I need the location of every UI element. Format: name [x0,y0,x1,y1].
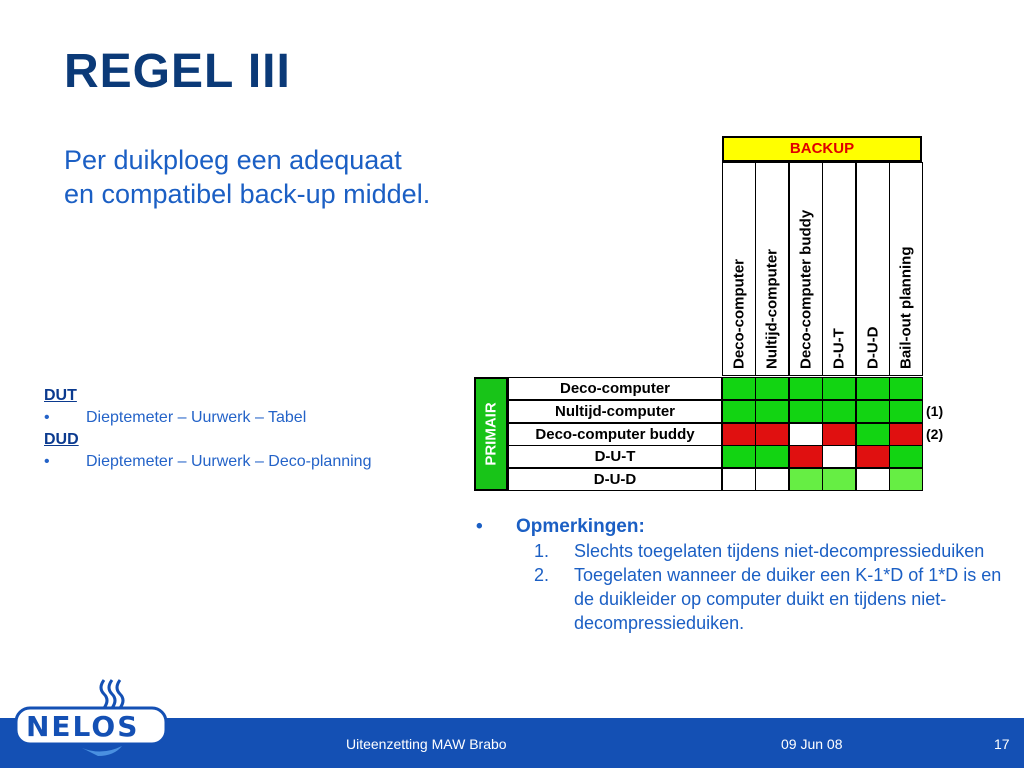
matrix-cell-green [822,400,856,423]
matrix-cell-red [755,423,789,446]
row-header: D-U-D [508,468,722,491]
matrix-cell-green [789,377,823,400]
matrix-cell-red [822,423,856,446]
row-footnote: (1) [926,402,944,419]
dud-label: DUD [44,431,79,448]
footer-date: 09 Jun 08 [781,736,843,752]
remarks-heading-text: Opmerkingen: [516,516,645,537]
matrix-cell-red [889,423,923,446]
matrix-cell-white [722,468,756,491]
matrix-cell-green [755,445,789,468]
matrix-cell-green [722,400,756,423]
matrix-cell-red [856,445,890,468]
matrix-cell-green [722,445,756,468]
remark-text: Slechts toegelaten tijdens niet-decompressieduiken [574,541,985,561]
column-header [789,162,823,376]
row-header: D-U-T [508,445,722,468]
slide-subtitle [64,143,534,211]
matrix-cell-lightgreen [789,468,823,491]
column-header-label: Bail-out planning [897,246,915,369]
dut-label: DUT [44,387,77,404]
matrix-cell-green [755,400,789,423]
dud-text: Dieptemeter – Uurwerk – Deco-planning [86,453,372,470]
column-header-label: Nultijd-computer [763,249,781,369]
remark-item [476,539,1016,563]
remark-text: Toegelaten wanneer de duiker een K-1*D of 1*D is en de duikleider op computer duikt en tijdens niet-decompressieduiken. [574,565,1002,633]
bullet-icon: • [44,409,50,426]
remark-number: 2. [534,565,550,585]
column-header-label: Deco-computer buddy [797,209,815,369]
column-header [822,162,856,376]
matrix-cell-white [822,445,856,468]
backup-header: BACKUP [722,136,922,162]
remarks-block [476,515,1016,635]
matrix-cell-green [789,400,823,423]
bullet-icon: • [476,516,483,537]
matrix-cell-lightgreen [822,468,856,491]
row-header: Deco-computer [508,377,722,400]
slide-title: REGEL III [64,45,291,98]
matrix-cell-red [722,423,756,446]
dud-definition [44,451,384,473]
matrix-cell-lightgreen [889,468,923,491]
row-footnote: (2) [926,425,944,442]
primair-label: PRIMAIR [482,402,500,466]
remarks-heading [476,515,1016,539]
dut-text: Dieptemeter – Uurwerk – Tabel [86,409,307,426]
matrix-cell-green [889,377,923,400]
matrix-cell-white [856,468,890,491]
subtitle-line-1: Per duikploeg een adequaat [64,145,402,175]
column-header-label: D-U-D [864,326,882,369]
footer-page-number: 17 [994,736,1010,752]
matrix-cell-green [755,377,789,400]
dut-definition [44,407,384,429]
nelos-logo-icon [12,678,172,758]
column-header-label: Deco-computer [730,258,748,369]
matrix-cell-white [789,423,823,446]
row-header: Nultijd-computer [508,400,722,423]
footer-presentation-title: Uiteenzetting MAW Brabo [346,736,507,752]
column-header [755,162,789,376]
matrix-cell-green [822,377,856,400]
row-header: Deco-computer buddy [508,423,722,446]
matrix-cell-green [856,423,890,446]
column-header [722,162,756,376]
column-header-label: D-U-T [830,328,848,369]
primair-header [474,377,508,491]
matrix-cell-green [856,377,890,400]
column-header [889,162,923,376]
matrix-cell-white [755,468,789,491]
svg-text:NELOS: NELOS [26,710,140,743]
matrix-cell-green [856,400,890,423]
matrix-cell-green [889,400,923,423]
subtitle-line-2: en compatibel back-up middel. [64,179,431,209]
column-header [856,162,890,376]
definitions-block [44,385,384,473]
matrix-cell-green [722,377,756,400]
matrix-cell-red [789,445,823,468]
matrix-cell-green [889,445,923,468]
remark-item [476,563,1016,635]
remark-number: 1. [534,541,550,561]
bullet-icon: • [44,453,50,470]
